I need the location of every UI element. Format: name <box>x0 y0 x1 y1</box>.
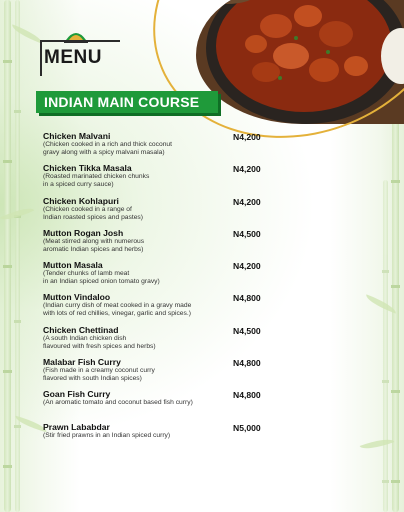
item-name: Chicken Chettinad <box>43 324 119 335</box>
item-description: (Meat stirred along with numerous aromatic Indian spices and herbs) <box>43 237 145 253</box>
item-price: N4,200 <box>233 261 261 272</box>
item-price: N4,500 <box>233 228 261 239</box>
item-description: (Roasted marinated chicken chunks in a spiced curry sauce) <box>43 173 150 189</box>
item-name: Chicken Tikka Masala <box>43 163 132 174</box>
menu-item <box>43 357 283 389</box>
bamboo-stalk-right-2 <box>383 180 388 512</box>
bamboo-leaf <box>360 434 395 453</box>
menu-heading: MENU <box>44 47 102 68</box>
menu-item <box>43 389 283 421</box>
item-price: N4,800 <box>233 293 261 304</box>
curry-dish-image <box>196 0 404 124</box>
bamboo-stalk-left <box>4 0 11 512</box>
item-price: N4,200 <box>233 196 261 207</box>
item-name: Mutton Vindaloo <box>43 292 111 303</box>
menu-item <box>43 260 283 292</box>
menu-item <box>43 163 283 195</box>
menu-item <box>43 131 283 163</box>
item-description: (Tender chunks of lamb meat in an Indian spiced onion tomato gravy) <box>43 270 160 286</box>
item-description: (Chicken cooked in a rich and thick coconut gravy along with a spicy malvani masala) <box>43 141 172 156</box>
item-description: (Stir fried prawns in an Indian spiced curry) <box>43 431 171 439</box>
bamboo-stalk-left-2 <box>15 0 20 512</box>
item-price: N4,500 <box>233 325 261 336</box>
section-title-banner: INDIAN MAIN COURSE <box>36 91 218 113</box>
item-name: Prawn Lababdar <box>43 421 110 432</box>
menu-item <box>43 325 283 357</box>
menu-item <box>43 196 283 228</box>
item-description: (A south Indian chicken dish flavoured with fresh spices and herbs) <box>43 334 156 350</box>
menu-item <box>43 228 283 260</box>
item-name: Goan Fish Curry <box>43 389 111 400</box>
item-price: N4,800 <box>233 390 261 401</box>
item-price: N4,800 <box>233 358 261 369</box>
item-description: (Chicken cooked in a range of Indian roasted spices and pastes) <box>43 205 144 221</box>
item-name: Chicken Kohlapuri <box>43 195 119 206</box>
item-description: (An aromatic tomato and coconut based fish curry) <box>43 399 193 407</box>
item-description: (Indian curry dish of meat cooked in a gravy made with lots of red chillies, vinegar, garlic and spices.) <box>43 302 192 318</box>
item-name: Chicken Malvani <box>43 131 111 141</box>
menu-item <box>43 422 283 454</box>
item-name: Mutton Masala <box>43 260 103 271</box>
item-name: Mutton Rogan Josh <box>43 227 124 238</box>
item-description: (Fish made in a creamy coconut curry flavored with south Indian spices) <box>43 367 155 383</box>
item-name: Malabar Fish Curry <box>43 357 121 368</box>
item-price: N4,200 <box>233 132 261 142</box>
menu-item <box>43 292 283 324</box>
bamboo-stalk-right <box>392 120 399 512</box>
item-price: N4,200 <box>233 164 261 175</box>
item-price: N5,000 <box>233 422 261 433</box>
menu-item-list <box>43 131 283 454</box>
